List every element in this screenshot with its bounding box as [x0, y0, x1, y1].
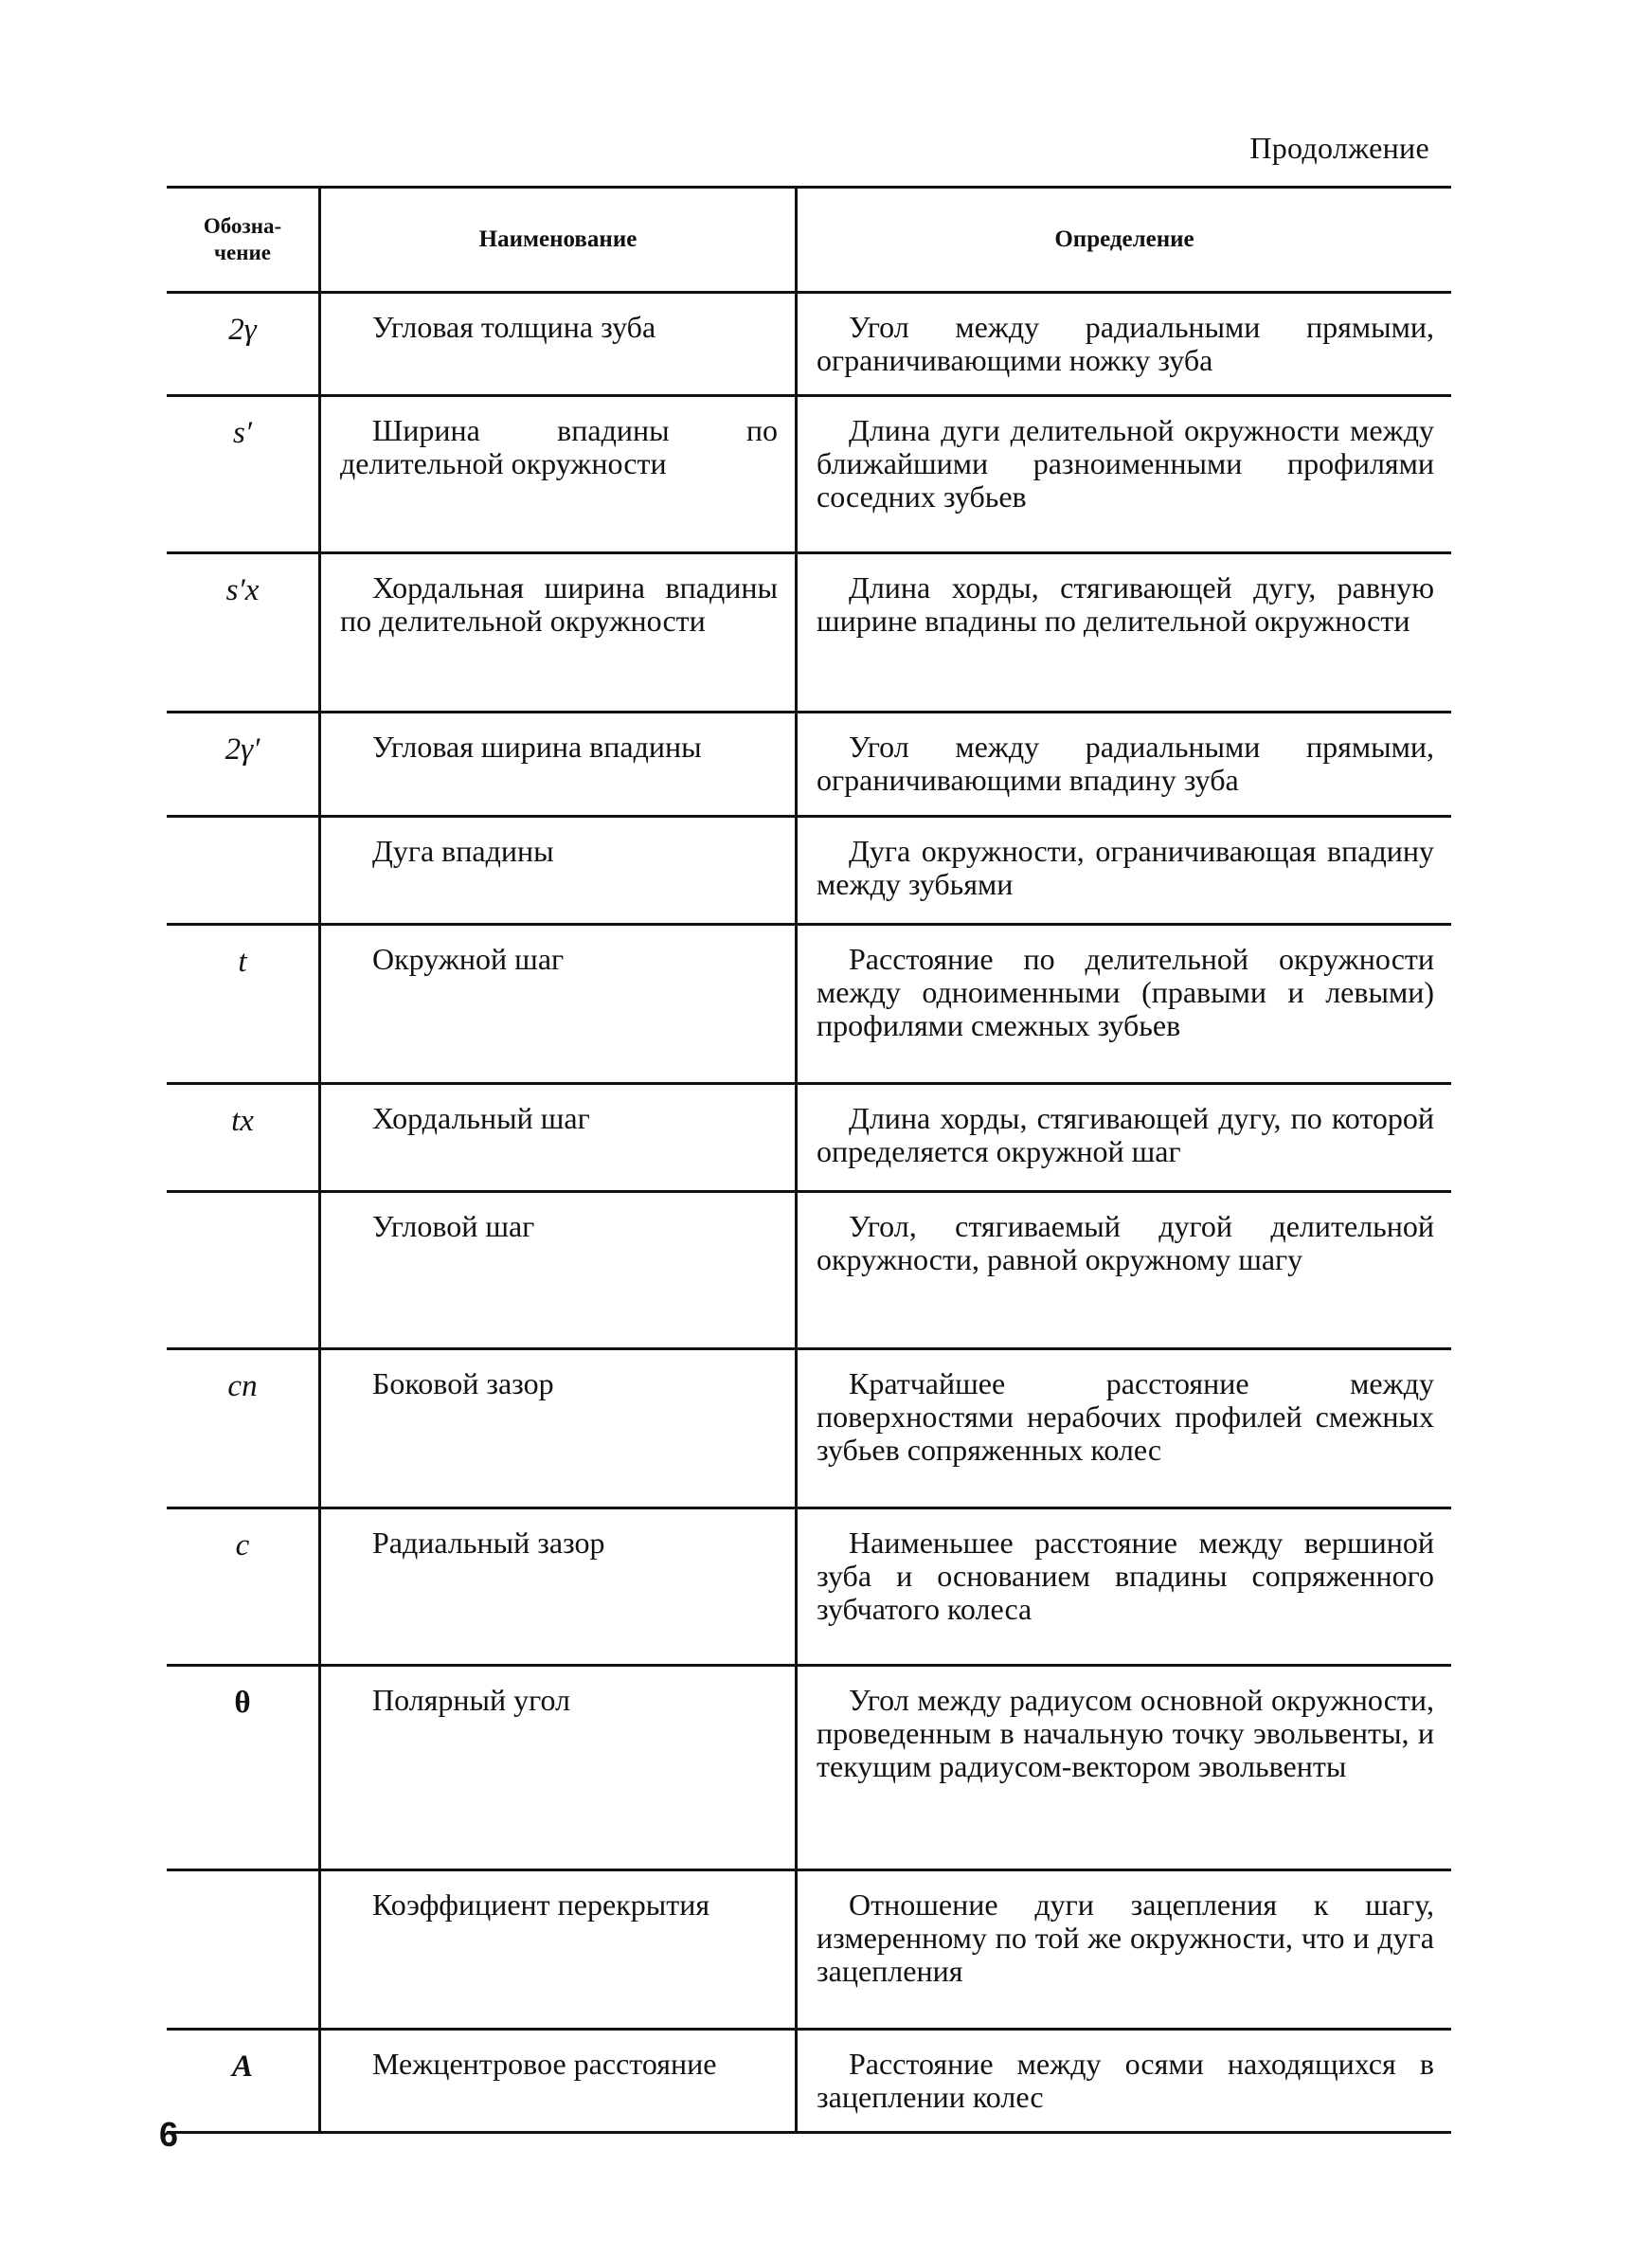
table-row — [167, 925, 1451, 1084]
continuation-caption: Продолжение — [1249, 131, 1429, 165]
name-cell — [320, 817, 797, 925]
terms-table-container — [167, 186, 1451, 2134]
table-row — [167, 1508, 1451, 1666]
symbol: c — [235, 1528, 250, 1562]
header-definition: Определение — [797, 188, 1452, 293]
table-row — [167, 553, 1451, 713]
table-row — [167, 293, 1451, 396]
name-cell — [320, 1192, 797, 1349]
name-cell — [320, 1666, 797, 1870]
term-name: Хордальная ширина впадины по делительной окружности — [340, 570, 778, 638]
definition-cell — [797, 1349, 1452, 1508]
term-name: Полярный угол — [372, 1683, 570, 1717]
symbol: 2γ′ — [224, 732, 260, 767]
definition-cell — [797, 817, 1452, 925]
symbol: 2γ — [228, 313, 257, 347]
symbol-cell — [167, 1084, 320, 1192]
term-definition: Длина хорды, стягивающей дугу, по которой определяется окружной шаг — [817, 1101, 1434, 1168]
term-definition: Отношение дуги зацепления к шагу, измеренному по той же окружности, что и дуга зацепления — [817, 1887, 1434, 1988]
symbol: s′x — [225, 573, 260, 607]
name-cell — [320, 553, 797, 713]
definition-cell — [797, 1084, 1452, 1192]
table-row — [167, 1192, 1451, 1349]
symbol-cell — [167, 396, 320, 553]
term-definition: Наименьшее расстояние между вершиной зуба и основанием впадины сопряженного зубчатого колеса — [817, 1526, 1434, 1626]
term-name: Угловая ширина впадины — [372, 730, 702, 764]
symbol-cell — [167, 817, 320, 925]
term-name: Угловой шаг — [372, 1209, 535, 1243]
term-name: Окружной шаг — [372, 942, 565, 976]
name-cell — [320, 2030, 797, 2133]
symbol-cell — [167, 2030, 320, 2133]
term-definition: Угол, стягиваемый дугой делительной окружности, равной окружному шагу — [817, 1209, 1434, 1276]
definition-cell — [797, 396, 1452, 553]
term-definition: Расстояние между осями находящихся в зацеплении колес — [817, 2047, 1434, 2114]
term-definition: Длина дуги делительной окружности между ближайшими разноименными профилями соседних зубьев — [817, 413, 1434, 514]
table-row — [167, 817, 1451, 925]
term-definition: Угол между радиальными прямыми, ограничивающими впадину зуба — [817, 730, 1434, 797]
term-name: Боковой зазор — [372, 1366, 554, 1400]
name-cell — [320, 1508, 797, 1666]
symbol-cell — [167, 1508, 320, 1666]
term-name: Хордальный шаг — [372, 1101, 590, 1135]
term-name: Межцентровое расстояние — [372, 2047, 717, 2081]
term-definition: Расстояние по делительной окружности между одноименными (правыми и левыми) профилями смежных зубьев — [817, 942, 1434, 1042]
symbol-cell — [167, 1349, 320, 1508]
table-row — [167, 2030, 1451, 2133]
symbol-cell — [167, 553, 320, 713]
symbol: s′ — [232, 416, 253, 450]
definition-cell — [797, 2030, 1452, 2133]
symbol-cell — [167, 1666, 320, 1870]
symbol: t — [238, 945, 247, 979]
table-header-row — [167, 188, 1451, 293]
symbol: cn — [227, 1369, 258, 1403]
terms-table — [167, 186, 1451, 2134]
symbol-cell — [167, 293, 320, 396]
term-name: Дуга впадины — [372, 834, 554, 868]
term-name: Коэффициент перекрытия — [372, 1887, 710, 1922]
table-row — [167, 396, 1451, 553]
term-definition: Угол между радиусом основной окружности, проведенным в начальную точку эвольвенты, и текущим радиусом-вектором эвольвенты — [817, 1683, 1434, 1783]
term-definition: Кратчайшее расстояние между поверхностями нерабочих профилей смежных зубьев сопряженных колес — [817, 1366, 1434, 1467]
symbol-cell — [167, 925, 320, 1084]
term-definition: Угол между радиальными прямыми, ограничивающими ножку зуба — [817, 310, 1434, 377]
definition-cell — [797, 553, 1452, 713]
name-cell — [320, 1084, 797, 1192]
definition-cell — [797, 713, 1452, 817]
table-row — [167, 1084, 1451, 1192]
name-cell — [320, 1870, 797, 2030]
definition-cell — [797, 1870, 1452, 2030]
symbol: θ — [234, 1686, 251, 1720]
symbol: A — [231, 2049, 253, 2084]
table-row — [167, 713, 1451, 817]
symbol-cell — [167, 713, 320, 817]
definition-cell — [797, 925, 1452, 1084]
term-name: Радиальный зазор — [372, 1526, 605, 1560]
header-symbol-label: Обозна- чение — [203, 214, 282, 264]
table-row — [167, 1870, 1451, 2030]
symbol-cell — [167, 1870, 320, 2030]
symbol — [167, 818, 318, 837]
symbol — [167, 1193, 318, 1212]
name-cell — [320, 396, 797, 553]
symbol: tx — [231, 1104, 254, 1138]
table-body — [167, 293, 1451, 2133]
page-number: 6 — [159, 2115, 179, 2154]
term-name: Ширина впадины по делительной окружности — [340, 413, 778, 480]
name-cell — [320, 1349, 797, 1508]
term-definition: Дуга окружности, ограничивающая впадину между зубьями — [817, 834, 1434, 901]
table-row — [167, 1666, 1451, 1870]
symbol — [167, 1871, 318, 1890]
header-name: Наименование — [320, 188, 797, 293]
term-name: Угловая толщина зуба — [372, 310, 656, 344]
definition-cell — [797, 1666, 1452, 1870]
definition-cell — [797, 1508, 1452, 1666]
name-cell — [320, 713, 797, 817]
definition-cell — [797, 293, 1452, 396]
name-cell — [320, 293, 797, 396]
definition-cell — [797, 1192, 1452, 1349]
name-cell — [320, 925, 797, 1084]
header-symbol — [167, 188, 320, 293]
symbol-cell — [167, 1192, 320, 1349]
term-definition: Длина хорды, стягивающей дугу, равную ширине впадины по делительной окружности — [817, 570, 1434, 638]
table-row — [167, 1349, 1451, 1508]
